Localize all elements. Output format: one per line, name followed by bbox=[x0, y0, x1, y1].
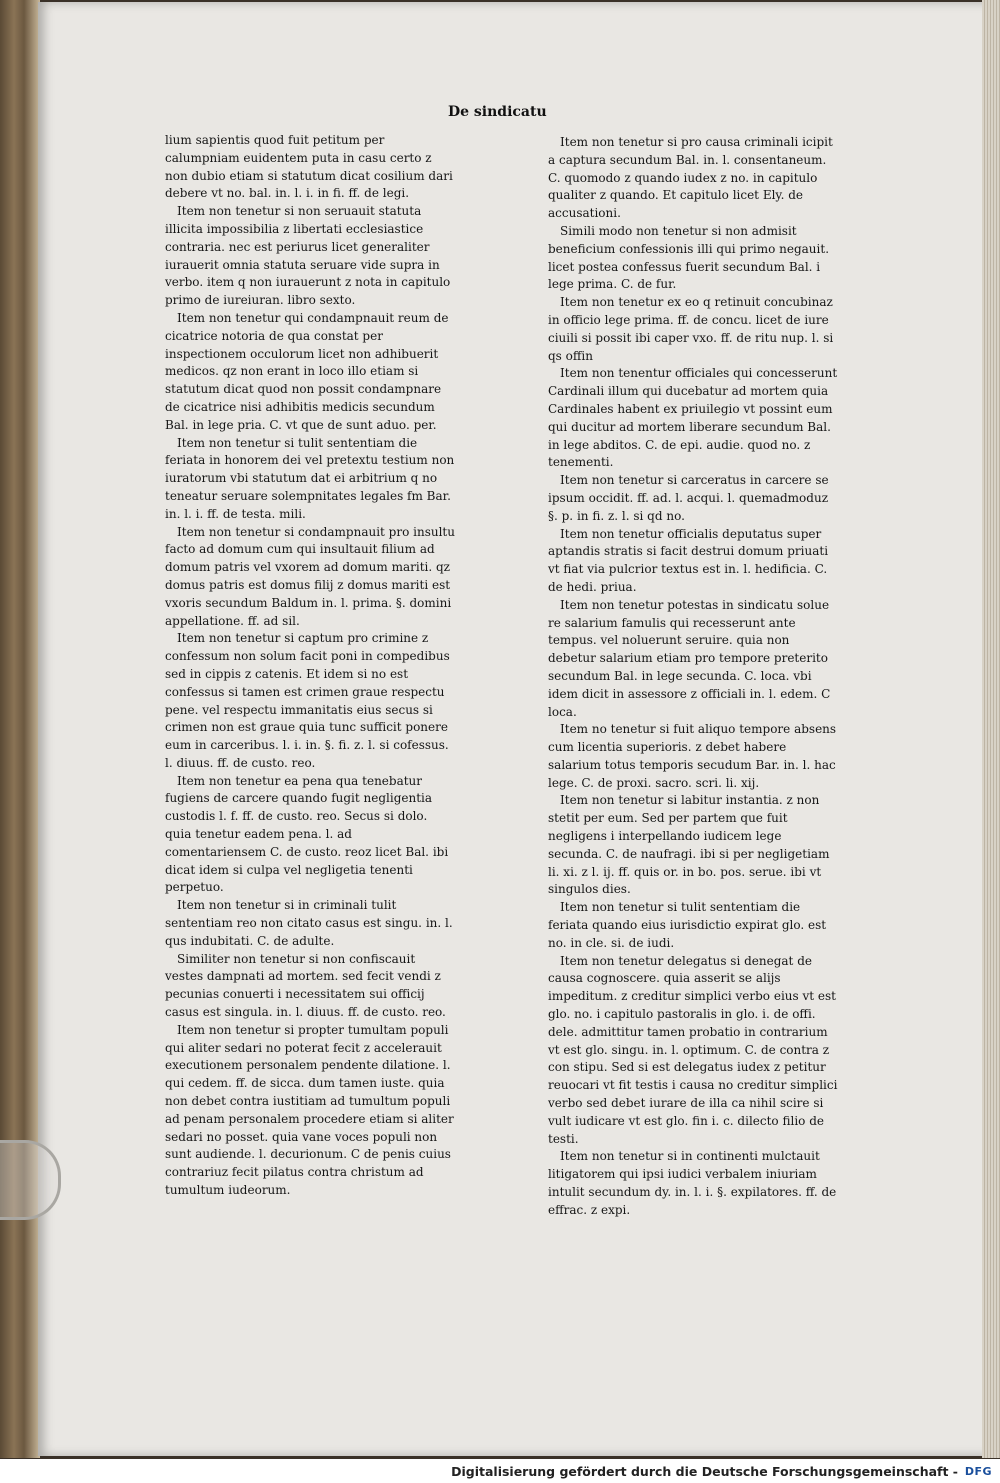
paragraph: Item non tenetur si labitur instantia. z non stetit per eum. Sed per partem que fuit negligens i interpellando iudicem lege secunda. C. de naufragi. ibi si per negligetiam li. xi. z l. ij. ff. quis or. in bo. pos. serue. ibi vt singulos dies. bbox=[548, 793, 830, 897]
paragraph: Item non tenetur si pro causa criminali icipit a captura secundum Bal. in. l. consentaneum. C. quomodo z quando iudex z no. in capitulo qualiter z quando. Et capitulo licet Ely. de accusationi. bbox=[548, 135, 833, 221]
dfg-logo[interactable]: DFG bbox=[964, 1465, 992, 1478]
paragraph: Item non tenetur si condampnauit pro insultu facto ad domum cum qui insultauit filium ad domum patris vel vxorem ad domum mariti. qz domus patris est domus filij z domus mariti est vxoris secundum Baldum in. l. prima. §. domini appellatione. ff. ad sil. bbox=[165, 524, 455, 628]
footer-credit: Digitalisierung gefördert durch die Deutsche Forschungsgemeinschaft - bbox=[451, 1463, 958, 1479]
page-edges bbox=[982, 0, 1000, 1458]
paragraph: Item non tenentur officiales qui concesserunt Cardinali illum qui ducebatur ad mortem quia Cardinales habent ex priuilegio vt possint eum qui ducitur ad mortem liberare secundum Bal. in lege abditos. C. de epi. audie. quod no. z tenementi. bbox=[548, 366, 838, 470]
paragraph: Item non tenetur qui condampnauit reum de cicatrice notoria de qua constat per inspectionem occulorum licet non adhibuerit medicos. qz non erant in loco illo etiam si statutum dicat quod non possit condampnare de cicatrice nisi adhibitis medicis secundum Bal. in lege pria. C. vt que de sunt aduo. per. bbox=[165, 310, 449, 432]
paragraph: Item non tenetur si in continenti mulctauit litigatorem qui ipsi iudici verbalem iniuriam intulit secundum dy. in. l. i. §. expilatores. ff. de effrac. z expi. bbox=[548, 1149, 837, 1217]
paragraph: Item non tenetur si tulit sententiam die feriata in honorem dei vel pretextu testium non iuratorum vbi statutum dat ei arbitrium q no teneatur seruare solempnitates legales fm Bar. in. l. i. ff. de testa. mili. bbox=[165, 435, 455, 521]
paragraph: Item non tenetur ea pena qua tenebatur fugiens de carcere quando fugit negligentia custodis l. f. ff. de custo. reo. Secus si dolo. quia tenetur eadem pena. l. ad comentariensem C. de custo. reoz licet Bal. ibi dicat idem si culpa vel negligetia tenenti perpetuo. bbox=[165, 773, 449, 895]
book-binding bbox=[0, 0, 40, 1458]
paragraph: Item no tenetur si fuit aliquo tempore absens cum licentia superioris. z debet habere salarium totus temporis secudum Bar. in. l. hac lege. C. de proxi. sacro. scri. li. xij. bbox=[548, 722, 837, 790]
right-text-column bbox=[548, 134, 838, 1220]
running-title: De sindicatu bbox=[448, 104, 547, 120]
footer-bar bbox=[0, 1459, 1000, 1483]
paragraph: Item non tenetur si captum pro crimine z confessum non solum facit poni in compedibus sed in cippis z catenis. Et idem si no est confessus si tamen est crimen graue respectu pene. vel respectu immanitatis eius secus si crimen non est graue quia tunc sufficit ponere eum in carceribus. l. i. in. §. fi. z. l. si cofessus. l. diuus. ff. de custo. reo. bbox=[165, 631, 450, 770]
paragraph: Item non tenetur officialis deputatus super aptandis stratis si facit destrui domum priuati vt fiat via pulcrior textus est in. l. hedificia. C. de hedi. priua. bbox=[548, 526, 829, 594]
paragraph: Item non tenetur delegatus si denegat de causa cognoscere. quia asserit se alijs impeditum. z creditur simplici verbo eius vt est glo. no. i capitulo pastoralis in glo. i. de offi. dele. admittitur tamen probatio in contrarium vt est glo. singu. in. l. optimum. C. de contra z con stipu. Sed si est delegatus iudex z petitur reuocari vt fit testis i causa no creditur simplici verbo sed debet iurare de illa ca nihil scire si vult iudicare vt est glo. fin i. c. dilecto filio de testi. bbox=[548, 953, 838, 1146]
paragraph: Item non tenetur si tulit sententiam die feriata quando eius iurisdictio expirat glo. est no. in cle. si. de iudi. bbox=[548, 900, 827, 950]
paragraph: lium sapientis quod fuit petitum per calumpniam euidentem puta in casu certo z non dubio etiam si statutum dicat cosilium dari debere vt no. bal. in. l. i. in fi. ff. de legi. bbox=[165, 133, 453, 201]
paragraph: Item non tenetur si propter tumultam populi qui aliter sedari no poterat fecit z accelerauit executionem personalem pendente dilatione. l. qui cedem. ff. de sicca. dum tamen iuste. quia non debet contra iustitiam ad tumultum populi ad penam personalem procedere etiam si aliter sedari no posset. quia vane voces populi non sunt audiende. l. decurionum. C de penis cuius contrariuz fecit pilatus contra christum ad tumultum iudeorum. bbox=[165, 1022, 454, 1198]
paragraph: Item non tenetur si non seruauit statuta illicita impossibilia z libertati ecclesiastice contraria. nec est periurus licet generaliter iurauerit omnia statuta seruare vide supra in verbo. item q non iurauerunt z nota in capitulo primo de iureiuran. libro sexto. bbox=[165, 204, 451, 308]
paragraph: Simili modo non tenetur si non admisit beneficium confessionis illi qui primo negauit. licet postea confessus fuerit secundum Bal. i lege prima. C. de fur. bbox=[548, 223, 830, 292]
paragraph: Item non tenetur ex eo q retinuit concubinaz in officio lege prima. ff. de concu. licet de iure ciuili si possit ibi caper vxo. ff. de ritu nup. l. si qs offin bbox=[548, 295, 834, 363]
paragraph: Item non tenetur si carceratus in carcere se ipsum occidit. ff. ad. l. acqui. l. quemadmoduz §. p. in fi. z. l. si qd no. bbox=[548, 473, 829, 523]
left-text-column bbox=[165, 132, 455, 1200]
paragraph: Item non tenetur si in criminali tulit sententiam reo non citato casus est singu. in. l. qus indubitati. C. de adulte. bbox=[165, 898, 453, 948]
paragraph: Item non tenetur potestas in sindicatu solue re salarium famulis qui recesserunt ante tempus. vel noluerunt seruire. quia non debetur salarium etiam pro tempore preterito secundum Bal. in lege secunda. C. loca. vbi idem dicit in assessore z officiali in. l. edem. C loca. bbox=[548, 597, 831, 719]
paragraph: Similiter non tenetur si non confiscauit vestes dampnati ad mortem. sed fecit vendi z pecunias conuerti i necessitatem sui officij casus est singula. in. l. diuus. ff. de custo. reo. bbox=[165, 951, 446, 1020]
